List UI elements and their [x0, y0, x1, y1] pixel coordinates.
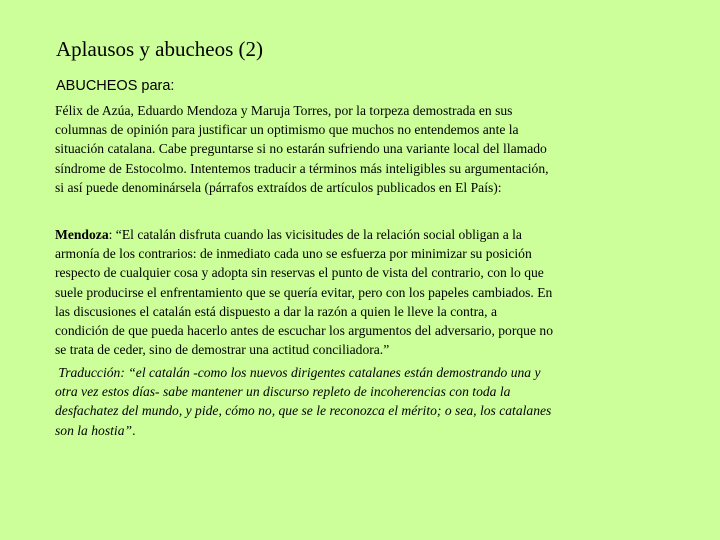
- quote-line: las discusiones el catalán está dispuesto a dar la razón a quien le lleve la contra, a: [55, 303, 497, 319]
- intro-line: columnas de opinión para justificar un optimismo que muchos no entendemos ante la: [55, 122, 519, 138]
- intro-line: si así puede denominársela (párrafos extraídos de artículos publicados en El País):: [55, 179, 502, 195]
- quote-first-line: : “El catalán disfruta cuando las vicisitudes de la relación social obligan a la: [108, 227, 522, 242]
- intro-line: Félix de Azúa, Eduardo Mendoza y Maruja Torres, por la torpeza demostrada en sus: [55, 103, 513, 118]
- translation-line: Traducción: “el catalán -como los nuevos dirigentes catalanes están demostrando una y: [55, 365, 541, 380]
- quote-speaker: Mendoza: [55, 227, 109, 242]
- quote-paragraph: [55, 225, 655, 359]
- translation-paragraph: [55, 363, 655, 440]
- slide-subtitle: ABUCHEOS para:: [56, 78, 175, 94]
- slide-title: Aplausos y abucheos (2): [56, 37, 264, 61]
- quote-line: [55, 225, 655, 244]
- intro-paragraph: [55, 101, 655, 197]
- quote-line: armonía de los contrarios: de inmediato cada uno se esfuerza por minimizar su posición: [55, 246, 532, 262]
- translation-last-period: .: [132, 422, 136, 438]
- intro-line: situación catalana. Cabe preguntarse si no estarán sufriendo una variante local del llamado: [55, 141, 547, 157]
- intro-line: síndrome de Estocolmo. Intentemos traducir a términos más inteligibles su argumentación,: [55, 160, 549, 176]
- translation-line: desfachatez del mundo, y pide, cómo no, que se le reconozca el mérito; o sea, los catalanes: [55, 403, 552, 419]
- quote-line: se trata de ceder, sino de demostrar una actitud conciliadora.”: [55, 342, 390, 358]
- quote-line: suele producirse el enfrentamiento que se quería evitar, pero con los papeles cambiados. En: [55, 284, 553, 300]
- translation-last-text: son la hostia”: [55, 422, 133, 438]
- translation-line: [55, 421, 655, 440]
- translation-line: otra vez estos días- sabe mantener un discurso repleto de incoherencias con toda la: [55, 384, 511, 400]
- quote-line: respecto de cualquier cosa y adopta sin reservas el punto de vista del contrario, con lo que: [55, 265, 544, 281]
- quote-line: condición de que pueda hacerlo antes de escuchar los argumentos del adversario, porque no: [55, 323, 554, 339]
